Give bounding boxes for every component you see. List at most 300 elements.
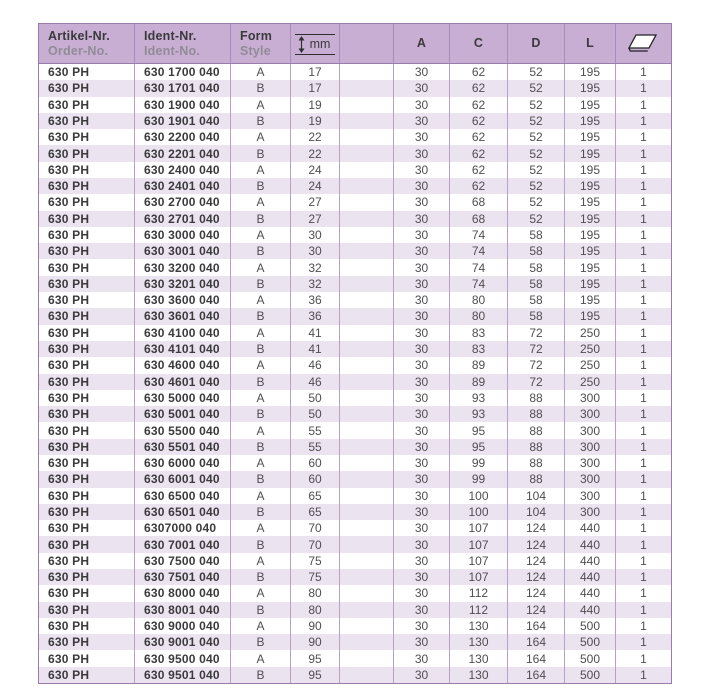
cell-ident-no: 630 2201 040 xyxy=(135,145,231,161)
cell-style: A xyxy=(231,162,291,178)
cell-dim-c: 107 xyxy=(450,569,508,585)
cell-style: B xyxy=(231,374,291,390)
cell-style: A xyxy=(231,325,291,341)
cell-dim-l: 195 xyxy=(565,113,616,129)
cell-mm: 50 xyxy=(291,406,340,422)
col-header-form-line1: Form xyxy=(240,28,273,43)
col-header-mm-dimension xyxy=(291,24,340,63)
cell-ident-no: 630 3200 040 xyxy=(135,259,231,275)
cell-order-no: 630 PH xyxy=(39,227,135,243)
cell-dim-c: 107 xyxy=(450,553,508,569)
cell-qty: 1 xyxy=(640,97,647,112)
cell-mm: 32 xyxy=(291,276,340,292)
cell-qty: 1 xyxy=(640,472,647,487)
cell-qty: 1 xyxy=(640,244,647,259)
cell-style: B xyxy=(231,504,291,520)
cell-spacer xyxy=(340,64,394,80)
cell-ident-no: 630 8000 040 xyxy=(135,585,231,601)
table-row xyxy=(39,325,671,341)
cell-order-no: 630 PH xyxy=(39,145,135,161)
cell-dim-d: 88 xyxy=(508,455,565,471)
cell-spacer xyxy=(340,455,394,471)
table-row xyxy=(39,145,671,161)
cell-dim-l: 250 xyxy=(565,325,616,341)
cell-ident-no: 630 9500 040 xyxy=(135,650,231,666)
cell-order-no: 630 PH xyxy=(39,308,135,324)
col-header-ident-line1: Ident-Nr. xyxy=(144,28,197,43)
cell-dim-a: 30 xyxy=(394,129,450,145)
col-header-spacer xyxy=(340,24,394,63)
table-header-row xyxy=(39,24,671,64)
cell-qty: 1 xyxy=(640,374,647,389)
cell-dim-a: 30 xyxy=(394,113,450,129)
table-row xyxy=(39,602,671,618)
cell-dim-a: 30 xyxy=(394,536,450,552)
cell-qty: 1 xyxy=(640,260,647,275)
cell-dim-c: 62 xyxy=(450,97,508,113)
cell-dim-l: 440 xyxy=(565,585,616,601)
cell-dim-c: 74 xyxy=(450,259,508,275)
cell-order-no: 630 PH xyxy=(39,390,135,406)
cell-qty: 1 xyxy=(640,635,647,650)
cell-qty: 1 xyxy=(640,293,647,308)
cell-dim-l: 195 xyxy=(565,243,616,259)
cell-dim-l: 500 xyxy=(565,634,616,650)
cell-style: A xyxy=(231,64,291,80)
cell-style: A xyxy=(231,553,291,569)
cell-mm: 41 xyxy=(291,341,340,357)
cell-dim-l: 300 xyxy=(565,390,616,406)
cell-dim-c: 62 xyxy=(450,129,508,145)
cell-dim-a: 30 xyxy=(394,618,450,634)
cell-dim-l: 300 xyxy=(565,422,616,438)
cell-style: A xyxy=(231,455,291,471)
cell-ident-no: 630 4600 040 xyxy=(135,357,231,373)
cell-spacer xyxy=(340,243,394,259)
table-row xyxy=(39,97,671,113)
cell-dim-a: 30 xyxy=(394,406,450,422)
cell-dim-d: 72 xyxy=(508,374,565,390)
cell-qty: 1 xyxy=(640,618,647,633)
cell-order-no: 630 PH xyxy=(39,422,135,438)
cell-mm: 75 xyxy=(291,553,340,569)
cell-mm: 36 xyxy=(291,292,340,308)
cell-ident-no: 6307000 040 xyxy=(135,520,231,536)
cell-dim-c: 99 xyxy=(450,455,508,471)
table-row xyxy=(39,504,671,520)
cell-dim-d: 52 xyxy=(508,129,565,145)
cell-mm: 95 xyxy=(291,667,340,683)
table-row xyxy=(39,162,671,178)
cell-qty: 1 xyxy=(640,325,647,340)
cell-ident-no: 630 4601 040 xyxy=(135,374,231,390)
cell-dim-a: 30 xyxy=(394,520,450,536)
cell-dim-a: 30 xyxy=(394,276,450,292)
cell-ident-no: 630 7001 040 xyxy=(135,536,231,552)
mm-unit-label: mm xyxy=(309,36,331,51)
cell-dim-d: 52 xyxy=(508,211,565,227)
cell-style: A xyxy=(231,97,291,113)
table-row xyxy=(39,259,671,275)
cell-spacer xyxy=(340,488,394,504)
cell-dim-c: 93 xyxy=(450,406,508,422)
cell-ident-no: 630 3601 040 xyxy=(135,308,231,324)
cell-dim-a: 30 xyxy=(394,194,450,210)
cell-dim-a: 30 xyxy=(394,553,450,569)
col-header-qty xyxy=(616,24,671,63)
cell-order-no: 630 PH xyxy=(39,439,135,455)
cell-dim-a: 30 xyxy=(394,162,450,178)
cell-dim-c: 83 xyxy=(450,325,508,341)
cell-order-no: 630 PH xyxy=(39,406,135,422)
cell-mm: 70 xyxy=(291,536,340,552)
cell-order-no: 630 PH xyxy=(39,243,135,259)
cell-order-no: 630 PH xyxy=(39,471,135,487)
cell-spacer xyxy=(340,520,394,536)
cell-mm: 90 xyxy=(291,618,340,634)
cell-order-no: 630 PH xyxy=(39,162,135,178)
cell-spacer xyxy=(340,276,394,292)
cell-order-no: 630 PH xyxy=(39,618,135,634)
cell-ident-no: 630 7500 040 xyxy=(135,553,231,569)
cell-order-no: 630 PH xyxy=(39,113,135,129)
cell-dim-c: 74 xyxy=(450,243,508,259)
cell-dim-a: 30 xyxy=(394,390,450,406)
cell-spacer xyxy=(340,406,394,422)
cell-ident-no: 630 2400 040 xyxy=(135,162,231,178)
cell-dim-a: 30 xyxy=(394,341,450,357)
cell-spacer xyxy=(340,145,394,161)
cell-spacer xyxy=(340,667,394,683)
cell-qty: 1 xyxy=(640,162,647,177)
cell-order-no: 630 PH xyxy=(39,488,135,504)
cell-style: B xyxy=(231,211,291,227)
cell-dim-d: 124 xyxy=(508,585,565,601)
cell-dim-d: 52 xyxy=(508,194,565,210)
cell-qty: 1 xyxy=(640,504,647,519)
cell-qty: 1 xyxy=(640,195,647,210)
cell-mm: 65 xyxy=(291,488,340,504)
cell-order-no: 630 PH xyxy=(39,650,135,666)
cell-dim-l: 195 xyxy=(565,145,616,161)
cell-dim-c: 93 xyxy=(450,390,508,406)
cell-order-no: 630 PH xyxy=(39,455,135,471)
cell-dim-d: 52 xyxy=(508,145,565,161)
cell-mm: 75 xyxy=(291,569,340,585)
cell-qty: 1 xyxy=(640,570,647,585)
cell-style: A xyxy=(231,194,291,210)
cell-spacer xyxy=(340,471,394,487)
cell-dim-c: 130 xyxy=(450,667,508,683)
cell-order-no: 630 PH xyxy=(39,667,135,683)
table-row xyxy=(39,129,671,145)
cell-spacer xyxy=(340,341,394,357)
cell-dim-c: 99 xyxy=(450,471,508,487)
cell-style: B xyxy=(231,602,291,618)
cell-ident-no: 630 1901 040 xyxy=(135,113,231,129)
cell-spacer xyxy=(340,585,394,601)
cell-order-no: 630 PH xyxy=(39,80,135,96)
table-row xyxy=(39,276,671,292)
cell-dim-d: 52 xyxy=(508,97,565,113)
cell-style: A xyxy=(231,129,291,145)
cell-qty: 1 xyxy=(640,537,647,552)
cell-dim-d: 52 xyxy=(508,162,565,178)
cell-dim-l: 195 xyxy=(565,178,616,194)
cell-ident-no: 630 9000 040 xyxy=(135,618,231,634)
cell-dim-d: 72 xyxy=(508,357,565,373)
cell-dim-l: 195 xyxy=(565,129,616,145)
cell-mm: 46 xyxy=(291,357,340,373)
cell-order-no: 630 PH xyxy=(39,276,135,292)
cell-dim-a: 30 xyxy=(394,439,450,455)
cell-ident-no: 630 9501 040 xyxy=(135,667,231,683)
cell-style: B xyxy=(231,569,291,585)
cell-dim-c: 130 xyxy=(450,634,508,650)
cell-spacer xyxy=(340,618,394,634)
cell-dim-d: 52 xyxy=(508,113,565,129)
cell-style: B xyxy=(231,276,291,292)
cell-dim-a: 30 xyxy=(394,471,450,487)
cell-order-no: 630 PH xyxy=(39,64,135,80)
cell-dim-l: 195 xyxy=(565,259,616,275)
cell-ident-no: 630 4101 040 xyxy=(135,341,231,357)
cell-style: A xyxy=(231,390,291,406)
cell-ident-no: 630 1900 040 xyxy=(135,97,231,113)
cell-dim-a: 30 xyxy=(394,211,450,227)
cell-qty: 1 xyxy=(640,521,647,536)
col-header-form-line2: Style xyxy=(240,43,271,58)
cell-style: B xyxy=(231,145,291,161)
cell-mm: 19 xyxy=(291,97,340,113)
cell-style: B xyxy=(231,80,291,96)
cell-mm: 41 xyxy=(291,325,340,341)
cell-qty: 1 xyxy=(640,65,647,80)
cell-ident-no: 630 5500 040 xyxy=(135,422,231,438)
cell-qty: 1 xyxy=(640,130,647,145)
cell-mm: 24 xyxy=(291,178,340,194)
cell-style: B xyxy=(231,471,291,487)
cell-spacer xyxy=(340,259,394,275)
cell-style: A xyxy=(231,292,291,308)
cell-dim-a: 30 xyxy=(394,325,450,341)
cell-dim-a: 30 xyxy=(394,243,450,259)
cell-qty: 1 xyxy=(640,667,647,682)
cell-style: A xyxy=(231,650,291,666)
table-row xyxy=(39,357,671,373)
cell-dim-d: 72 xyxy=(508,325,565,341)
cell-order-no: 630 PH xyxy=(39,341,135,357)
table-row xyxy=(39,178,671,194)
col-header-dim-l: L xyxy=(565,24,616,63)
cell-mm: 90 xyxy=(291,634,340,650)
cell-style: A xyxy=(231,357,291,373)
cell-ident-no: 630 5501 040 xyxy=(135,439,231,455)
cell-dim-c: 74 xyxy=(450,227,508,243)
cell-dim-c: 89 xyxy=(450,357,508,373)
cell-ident-no: 630 5001 040 xyxy=(135,406,231,422)
cell-qty: 1 xyxy=(640,553,647,568)
cell-dim-c: 68 xyxy=(450,194,508,210)
table-row xyxy=(39,113,671,129)
cell-mm: 95 xyxy=(291,650,340,666)
cell-qty: 1 xyxy=(640,276,647,291)
cell-dim-l: 300 xyxy=(565,439,616,455)
cell-order-no: 630 PH xyxy=(39,357,135,373)
cell-dim-c: 62 xyxy=(450,162,508,178)
table-body xyxy=(39,64,671,683)
cell-dim-a: 30 xyxy=(394,374,450,390)
cell-spacer xyxy=(340,80,394,96)
cell-order-no: 630 PH xyxy=(39,178,135,194)
table-row xyxy=(39,64,671,80)
cell-spacer xyxy=(340,504,394,520)
cell-style: B xyxy=(231,113,291,129)
cell-qty: 1 xyxy=(640,342,647,357)
cell-order-no: 630 PH xyxy=(39,520,135,536)
cell-dim-d: 164 xyxy=(508,667,565,683)
cell-dim-a: 30 xyxy=(394,504,450,520)
cell-spacer xyxy=(340,357,394,373)
cell-qty: 1 xyxy=(640,390,647,405)
cell-spacer xyxy=(340,536,394,552)
cell-dim-c: 112 xyxy=(450,602,508,618)
col-header-ident-nr xyxy=(135,24,231,63)
cell-style: B xyxy=(231,341,291,357)
cell-style: A xyxy=(231,520,291,536)
cell-mm: 17 xyxy=(291,64,340,80)
table-row xyxy=(39,455,671,471)
cell-dim-c: 74 xyxy=(450,276,508,292)
cell-ident-no: 630 6001 040 xyxy=(135,471,231,487)
cell-dim-l: 440 xyxy=(565,569,616,585)
cell-dim-a: 30 xyxy=(394,227,450,243)
double-arrow-vertical-icon xyxy=(297,36,306,53)
cell-mm: 60 xyxy=(291,455,340,471)
table-row xyxy=(39,585,671,601)
cell-style: B xyxy=(231,243,291,259)
cell-style: A xyxy=(231,488,291,504)
cell-dim-d: 124 xyxy=(508,536,565,552)
cell-ident-no: 630 2200 040 xyxy=(135,129,231,145)
cell-mm: 19 xyxy=(291,113,340,129)
cell-mm: 80 xyxy=(291,585,340,601)
cell-dim-l: 195 xyxy=(565,162,616,178)
cell-mm: 24 xyxy=(291,162,340,178)
cell-style: A xyxy=(231,259,291,275)
cell-dim-c: 62 xyxy=(450,64,508,80)
cell-ident-no: 630 2401 040 xyxy=(135,178,231,194)
cell-dim-c: 89 xyxy=(450,374,508,390)
cell-dim-d: 88 xyxy=(508,406,565,422)
cell-dim-a: 30 xyxy=(394,145,450,161)
slab-3d-icon xyxy=(625,32,662,55)
cell-order-no: 630 PH xyxy=(39,211,135,227)
cell-style: B xyxy=(231,667,291,683)
cell-dim-d: 164 xyxy=(508,634,565,650)
cell-dim-c: 62 xyxy=(450,145,508,161)
table-row xyxy=(39,211,671,227)
cell-mm: 27 xyxy=(291,194,340,210)
cell-qty: 1 xyxy=(640,407,647,422)
cell-spacer xyxy=(340,178,394,194)
cell-spacer xyxy=(340,602,394,618)
cell-mm: 17 xyxy=(291,80,340,96)
cell-dim-a: 30 xyxy=(394,178,450,194)
cell-dim-c: 62 xyxy=(450,80,508,96)
table-row xyxy=(39,650,671,666)
cell-dim-d: 52 xyxy=(508,80,565,96)
table-row xyxy=(39,406,671,422)
cell-qty: 1 xyxy=(640,456,647,471)
cell-dim-a: 30 xyxy=(394,585,450,601)
cell-dim-l: 300 xyxy=(565,406,616,422)
cell-dim-l: 500 xyxy=(565,618,616,634)
cell-style: A xyxy=(231,422,291,438)
table-row xyxy=(39,569,671,585)
cell-dim-d: 72 xyxy=(508,341,565,357)
cell-dim-l: 440 xyxy=(565,553,616,569)
cell-dim-a: 30 xyxy=(394,488,450,504)
table-row xyxy=(39,292,671,308)
cell-ident-no: 630 4100 040 xyxy=(135,325,231,341)
cell-ident-no: 630 6501 040 xyxy=(135,504,231,520)
cell-qty: 1 xyxy=(640,439,647,454)
cell-qty: 1 xyxy=(640,488,647,503)
cell-mm: 50 xyxy=(291,390,340,406)
cell-mm: 46 xyxy=(291,374,340,390)
col-header-dim-a: A xyxy=(394,24,450,63)
cell-dim-l: 195 xyxy=(565,308,616,324)
cell-spacer xyxy=(340,650,394,666)
cell-qty: 1 xyxy=(640,81,647,96)
cell-spacer xyxy=(340,113,394,129)
cell-order-no: 630 PH xyxy=(39,585,135,601)
cell-spacer xyxy=(340,211,394,227)
cell-order-no: 630 PH xyxy=(39,569,135,585)
cell-style: A xyxy=(231,227,291,243)
cell-dim-l: 195 xyxy=(565,276,616,292)
cell-order-no: 630 PH xyxy=(39,536,135,552)
cell-order-no: 630 PH xyxy=(39,602,135,618)
cell-dim-a: 30 xyxy=(394,455,450,471)
col-header-artikel-line1: Artikel-Nr. xyxy=(48,28,110,43)
cell-dim-l: 250 xyxy=(565,341,616,357)
cell-ident-no: 630 1700 040 xyxy=(135,64,231,80)
table-row xyxy=(39,536,671,552)
cell-style: B xyxy=(231,406,291,422)
cell-spacer xyxy=(340,97,394,113)
cell-mm: 30 xyxy=(291,243,340,259)
cell-dim-l: 195 xyxy=(565,211,616,227)
cell-dim-d: 58 xyxy=(508,227,565,243)
cell-qty: 1 xyxy=(640,146,647,161)
table-row xyxy=(39,308,671,324)
cell-qty: 1 xyxy=(640,211,647,226)
cell-order-no: 630 PH xyxy=(39,259,135,275)
cell-spacer xyxy=(340,227,394,243)
cell-ident-no: 630 9001 040 xyxy=(135,634,231,650)
cell-dim-c: 100 xyxy=(450,504,508,520)
cell-spacer xyxy=(340,162,394,178)
cell-dim-l: 195 xyxy=(565,97,616,113)
cell-ident-no: 630 3000 040 xyxy=(135,227,231,243)
cell-dim-d: 58 xyxy=(508,259,565,275)
cell-dim-c: 130 xyxy=(450,650,508,666)
cell-mm: 70 xyxy=(291,520,340,536)
cell-spacer xyxy=(340,569,394,585)
cell-spacer xyxy=(340,292,394,308)
